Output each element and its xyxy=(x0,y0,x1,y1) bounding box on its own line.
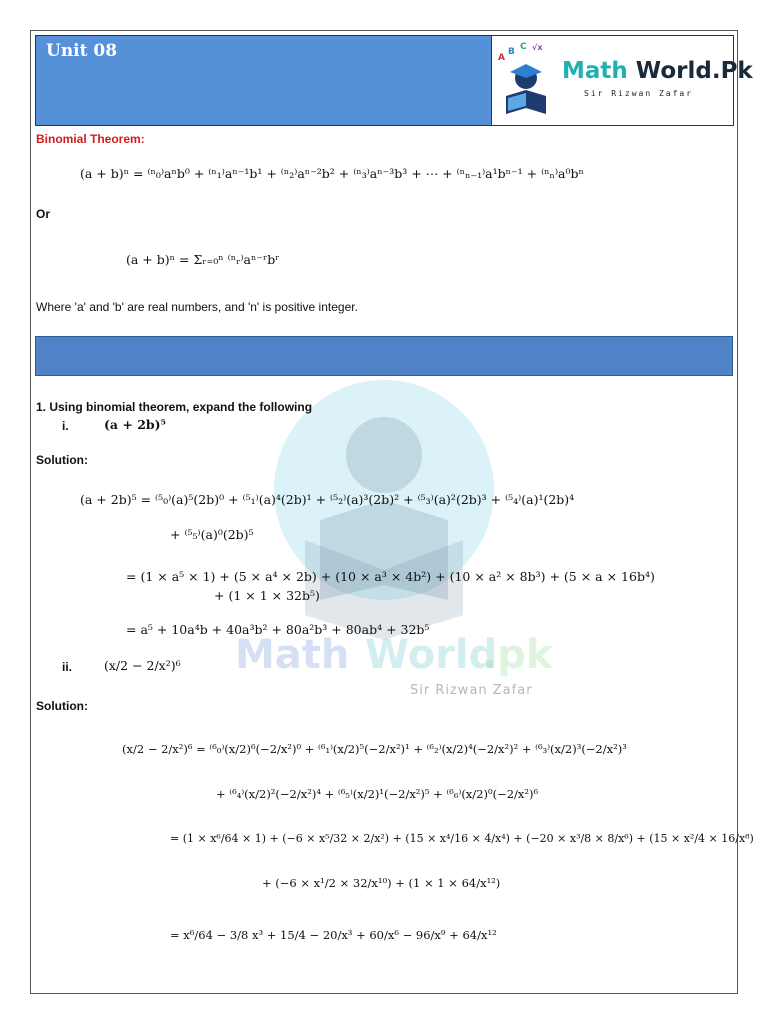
brand-author: Sir Rizwan Zafar xyxy=(584,89,694,98)
theorem-heading: Binomial Theorem: xyxy=(36,132,145,146)
brand-name-part1: Math xyxy=(562,58,628,84)
solution-ii-line-3: = (1 × x⁶/64 × 1) + (−6 × x⁵/32 × 2/x²) + (15 × x⁴/16 × 4/x⁴) + (−20 × x³/8 × 8/x⁶) + (15 × x²/4 × 16/x⁸) xyxy=(170,832,754,845)
solution-ii-line-1: (x/2 − 2/x²)⁶ = ⁽⁶₀⁾(x/2)⁶(−2/x²)⁰ + ⁽⁶₁⁾(x/2)⁵(−2/x²)¹ + ⁽⁶₂⁾(x/2)⁴(−2/x²)² + ⁽⁶₃⁾(x/2)³(−2/x²)³ xyxy=(122,742,627,756)
part-i-expression: (a + 2b)⁵ xyxy=(104,417,167,432)
solution-ii-line-5: = x⁶/64 − 3/8 x³ + 15/4 − 20/x³ + 60/x⁶ − 96/x⁹ + 64/x¹² xyxy=(170,928,497,942)
solution-i-line-1: (a + 2b)⁵ = ⁽⁵₀⁾(a)⁵(2b)⁰ + ⁽⁵₁⁾(a)⁴(2b)¹ + ⁽⁵₂⁾(a)³(2b)² + ⁽⁵₃⁾(a)²(2b)³ + ⁽⁵₄⁾(a)¹(2b)⁴ xyxy=(80,492,575,507)
part-ii-label: ii. xyxy=(62,660,73,674)
watermark-text-1: Math xyxy=(235,632,350,678)
graduate-reader-icon xyxy=(494,38,564,120)
part-ii-expression: (x/2 − 2/x²)⁶ xyxy=(104,658,181,673)
part-i-label: i. xyxy=(62,419,69,433)
solution-ii-line-4: + (−6 × x¹/2 × 32/x¹⁰) + (1 × 1 × 64/x¹²) xyxy=(262,876,501,890)
solution-i-line-5: = a⁵ + 10a⁴b + 40a³b² + 80a²b³ + 80ab⁴ + 32b⁵ xyxy=(126,622,430,637)
unit-title: Unit 08 xyxy=(46,41,118,61)
or-label: Or xyxy=(36,207,51,221)
theorem-expansion: (a + b)ⁿ = ⁽ⁿ₀⁾aⁿb⁰ + ⁽ⁿ₁⁾aⁿ⁻¹b¹ + ⁽ⁿ₂⁾aⁿ⁻²b² + ⁽ⁿ₃⁾aⁿ⁻³b³ + ⋯ + ⁽ⁿₙ₋₁⁾a¹bⁿ⁻¹ + ⁽ⁿₙ⁾a⁰bⁿ xyxy=(80,166,584,181)
unit-banner xyxy=(36,36,492,125)
solution-label-ii: Solution: xyxy=(36,699,88,713)
solution-ii-line-2: + ⁽⁶₄⁾(x/2)²(−2/x²)⁴ + ⁽⁶₅⁾(x/2)¹(−2/x²)⁵ + ⁽⁶₆⁾(x/2)⁰(−2/x²)⁶ xyxy=(216,787,539,801)
watermark-text-3: .pk xyxy=(482,632,553,678)
watermark-text-2: World xyxy=(365,632,498,678)
page-header xyxy=(35,35,753,126)
section-divider-bar xyxy=(35,336,733,376)
theorem-note: Where 'a' and 'b' are real numbers, and 'n' is positive integer. xyxy=(36,300,358,314)
brand-name-part2: World.Pk xyxy=(635,58,753,84)
theorem-sigma-form: (a + b)ⁿ = Σᵣ₌₀ⁿ ⁽ⁿᵣ⁾aⁿ⁻ʳbʳ xyxy=(126,252,280,267)
question-title: 1. Using binomial theorem, expand the following xyxy=(36,400,313,414)
brand-logo xyxy=(492,36,753,125)
solution-i-line-4: + (1 × 1 × 32b⁵) xyxy=(214,588,320,603)
solution-i-line-3: = (1 × a⁵ × 1) + (5 × a⁴ × 2b) + (10 × a³ × 4b²) + (10 × a² × 8b³) + (5 × a × 16b⁴) xyxy=(126,569,655,584)
brand-name xyxy=(562,58,753,84)
svg-text:B: B xyxy=(508,47,515,57)
svg-text:A: A xyxy=(498,53,505,63)
solution-label-i: Solution: xyxy=(36,453,88,467)
svg-text:√x: √x xyxy=(532,43,543,52)
svg-text:C: C xyxy=(520,42,527,52)
solution-i-line-2: + ⁽⁵₅⁾(a)⁰(2b)⁵ xyxy=(170,527,254,542)
watermark-author: Sir Rizwan Zafar xyxy=(410,683,533,698)
